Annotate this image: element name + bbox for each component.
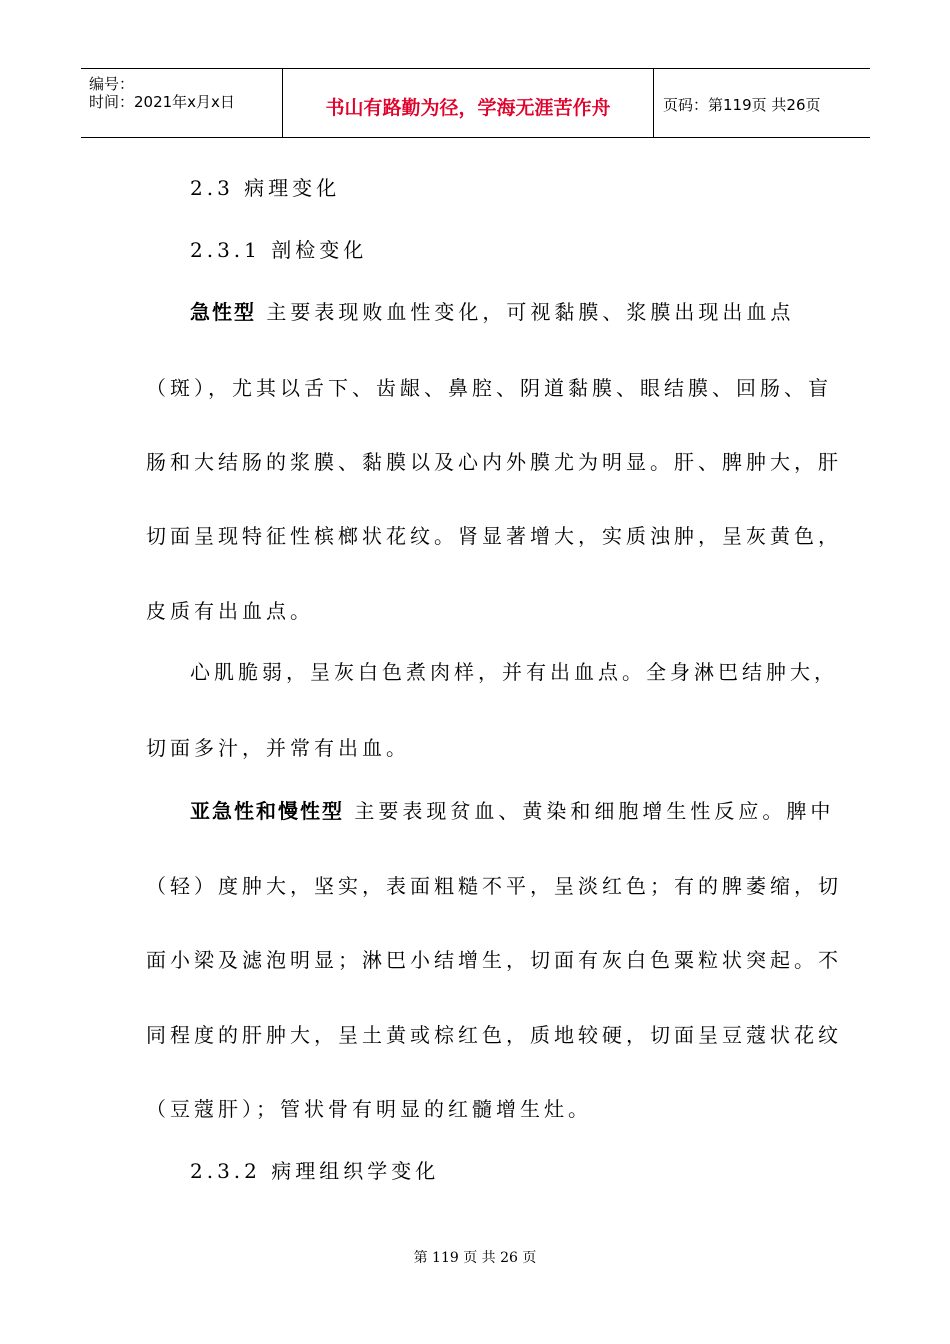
paragraph-line: 皮质有出血点。 [146, 599, 314, 623]
subsection-heading: 2.3.1 剖检变化 [190, 238, 368, 262]
header-meta-cell [81, 69, 281, 137]
subsection-heading: 2.3.2 病理组织学变化 [190, 1159, 440, 1183]
paragraph-line: 肠和大结肠的浆膜、黏膜以及心内外膜尤为明显。肝、脾肿大，肝 [146, 450, 842, 474]
header-page-cell [653, 69, 870, 137]
paragraph-line [190, 296, 794, 325]
number-label: 编号： [89, 75, 135, 93]
page-header [81, 68, 870, 138]
paragraph-line: 切面呈现特征性槟榔状花纹。肾显著增大，实质浊肿，呈灰黄色， [146, 524, 842, 548]
paragraph-text: 主要表现败血性变化，可视黏膜、浆膜出现出血点 [256, 300, 795, 324]
header-page-label: 页码：第119页 共26页 [663, 96, 821, 114]
header-motto-cell [282, 69, 654, 137]
section-heading: 2.3 病理变化 [190, 176, 341, 200]
date-label: 时间：2021年x月x日 [89, 93, 235, 111]
paragraph-line: 心肌脆弱，呈灰白色煮肉样，并有出血点。全身淋巴结肿大， [190, 660, 838, 684]
chronic-type-term: 亚急性和慢性型 [190, 799, 344, 823]
motto-text: 书山有路勤为径，学海无涯苦作舟 [325, 97, 611, 119]
acute-type-term: 急性型 [190, 300, 256, 324]
paragraph-line: （斑），尤其以舌下、齿龈、鼻腔、阴道黏膜、眼结膜、回肠、盲 [146, 376, 832, 400]
paragraph-line [190, 795, 834, 824]
paragraph-text: 主要表现贫血、黄染和细胞增生性反应。脾中 [344, 799, 835, 823]
page-footer: 第 119 页 共 26 页 [413, 1250, 537, 1266]
paragraph-line: 同程度的肝肿大，呈土黄或棕红色，质地较硬，切面呈豆蔻状花纹 [146, 1023, 842, 1047]
paragraph-line: 切面多汁，并常有出血。 [146, 736, 410, 760]
paragraph-line: 面小梁及滤泡明显；淋巴小结增生，切面有灰白色粟粒状突起。不 [146, 948, 842, 972]
paragraph-line: （轻）度肿大，坚实，表面粗糙不平，呈淡红色；有的脾萎缩，切 [146, 874, 842, 898]
paragraph-line: （豆蔻肝）；管状骨有明显的红髓增生灶。 [146, 1097, 592, 1121]
